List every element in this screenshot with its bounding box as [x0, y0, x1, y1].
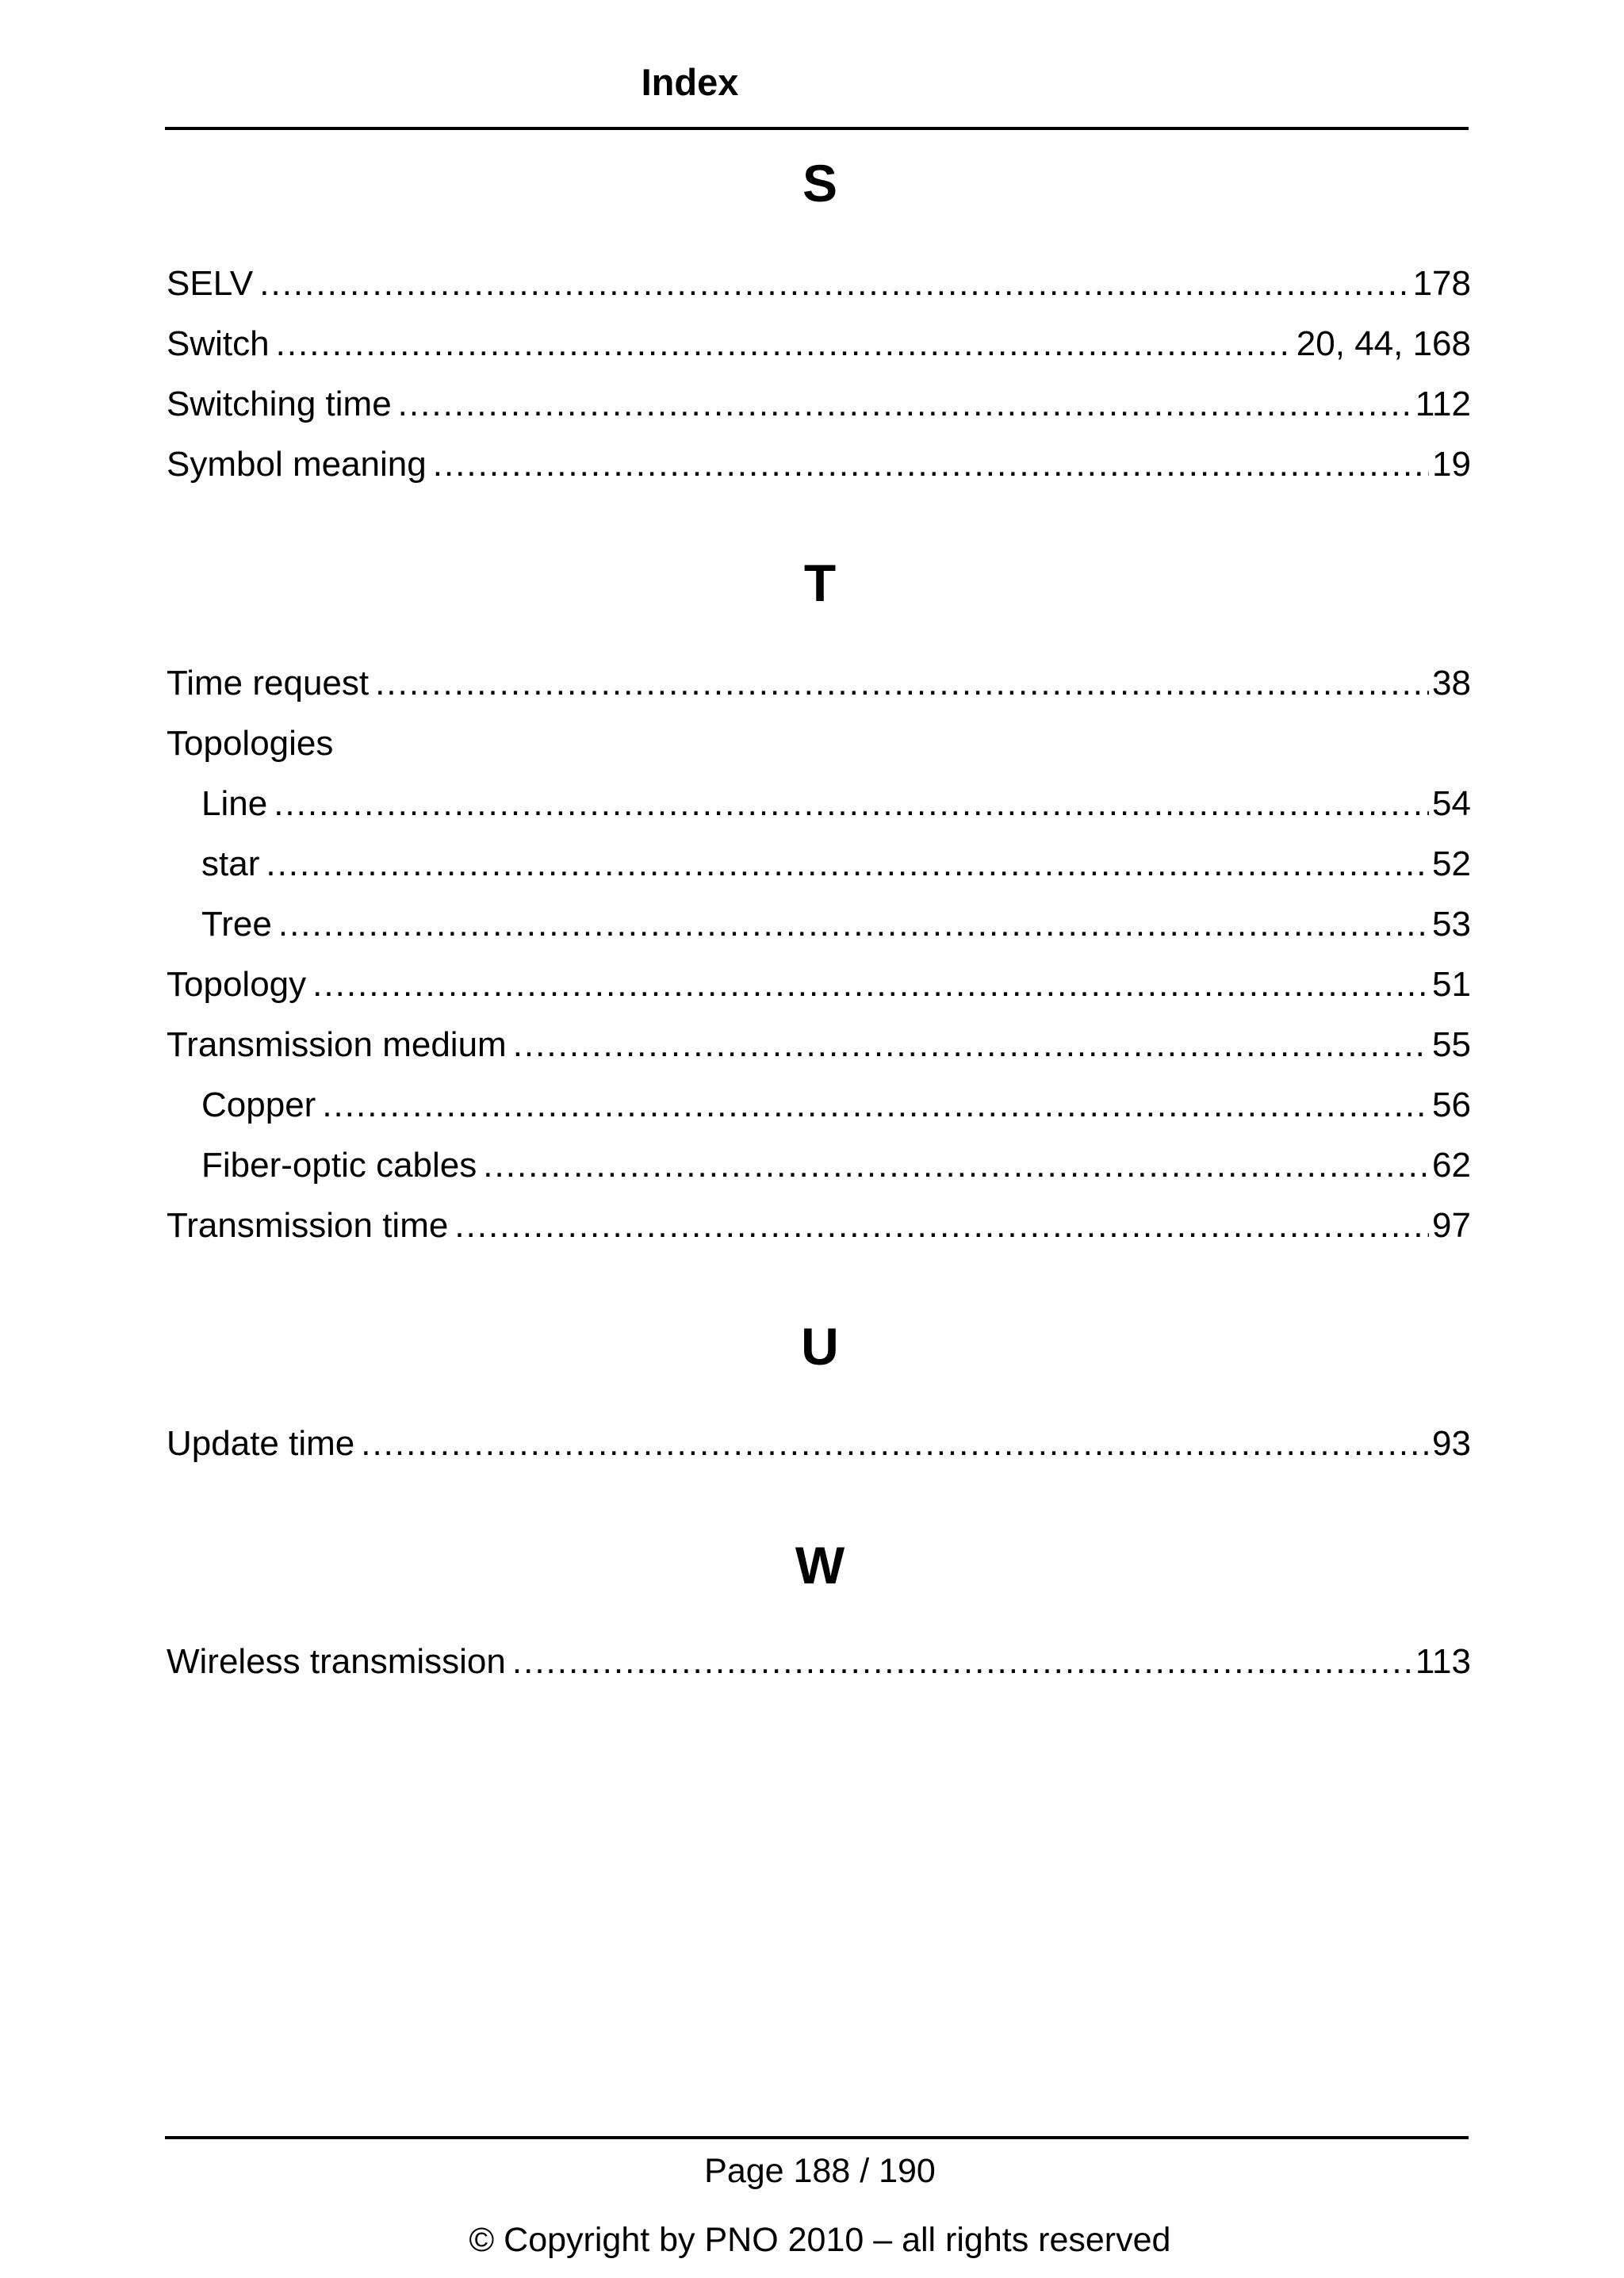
- index-entry: [167, 661, 1471, 706]
- dot-leader: [454, 1204, 1429, 1248]
- dot-leader: [513, 1023, 1429, 1067]
- index-entry-heading: [167, 722, 1471, 766]
- index-entry: [167, 322, 1471, 366]
- entry-term: Wireless transmission: [167, 1642, 506, 1681]
- index-subentry: [201, 902, 1471, 947]
- entry-pages: 62: [1432, 1146, 1471, 1185]
- entry-pages: 52: [1432, 844, 1471, 883]
- entry-term: Transmission time: [167, 1206, 449, 1245]
- entry-term: Copper: [201, 1085, 316, 1124]
- entry-term: Topologies: [167, 724, 334, 763]
- copyright-notice: © Copyright by PNO 2010 – all rights reserved: [469, 2221, 1171, 2259]
- entry-pages: 20, 44, 168: [1296, 324, 1471, 363]
- dot-leader: [274, 782, 1429, 826]
- entry-term: Line: [201, 784, 268, 823]
- index-subentry: [201, 842, 1471, 886]
- dot-leader: [276, 322, 1293, 366]
- entry-term: Transmission medium: [167, 1025, 507, 1064]
- page-header-title: Index: [641, 61, 739, 103]
- entry-pages: 38: [1432, 664, 1471, 703]
- entry-pages: 112: [1415, 385, 1471, 423]
- entry-pages: 178: [1412, 264, 1471, 303]
- index-entry: [167, 1422, 1471, 1466]
- index-entry: [167, 382, 1471, 427]
- dot-leader: [312, 963, 1429, 1007]
- entry-term: Switching time: [167, 385, 392, 423]
- page-number: Page 188 / 190: [704, 2152, 936, 2190]
- section-letter-u: U: [801, 1317, 839, 1376]
- index-subentry: [201, 782, 1471, 826]
- entry-term: star: [201, 844, 260, 883]
- section-letter-s: S: [802, 154, 838, 212]
- entry-term: Symbol meaning: [167, 445, 427, 484]
- entry-term: Tree: [201, 905, 272, 944]
- dot-leader: [375, 661, 1429, 706]
- index-subentry: [201, 1143, 1471, 1188]
- entry-pages: 51: [1432, 965, 1471, 1004]
- entry-term: Topology: [167, 965, 307, 1004]
- dot-leader: [398, 382, 1412, 427]
- entry-pages: 113: [1415, 1642, 1471, 1681]
- dot-leader: [433, 442, 1429, 487]
- header-rule: [165, 127, 1469, 130]
- index-subentry: [201, 1083, 1471, 1128]
- index-entry: [167, 262, 1471, 306]
- footer-rule: [165, 2136, 1469, 2139]
- entry-pages: 19: [1432, 445, 1471, 484]
- dot-leader: [322, 1083, 1429, 1128]
- index-entry: [167, 963, 1471, 1007]
- entry-pages: 53: [1432, 905, 1471, 944]
- entry-term: SELV: [167, 264, 254, 303]
- entry-term: Update time: [167, 1424, 355, 1463]
- index-entry: [167, 1204, 1471, 1248]
- entry-term: Switch: [167, 324, 270, 363]
- entry-pages: 97: [1432, 1206, 1471, 1245]
- dot-leader: [259, 262, 1409, 306]
- dot-leader: [266, 842, 1429, 886]
- dot-leader: [512, 1640, 1412, 1684]
- entry-pages: 54: [1432, 784, 1471, 823]
- index-entry: [167, 442, 1471, 487]
- index-entry: [167, 1640, 1471, 1684]
- entry-term: Fiber-optic cables: [201, 1146, 477, 1185]
- dot-leader: [483, 1143, 1429, 1188]
- index-entry: [167, 1023, 1471, 1067]
- section-letter-w: W: [795, 1536, 845, 1595]
- entry-pages: 93: [1432, 1424, 1471, 1463]
- entry-pages: 56: [1432, 1085, 1471, 1124]
- entry-term: Time request: [167, 664, 370, 703]
- section-letter-t: T: [803, 553, 837, 612]
- dot-leader: [361, 1422, 1429, 1466]
- entry-pages: 55: [1432, 1025, 1471, 1064]
- dot-leader: [278, 902, 1429, 947]
